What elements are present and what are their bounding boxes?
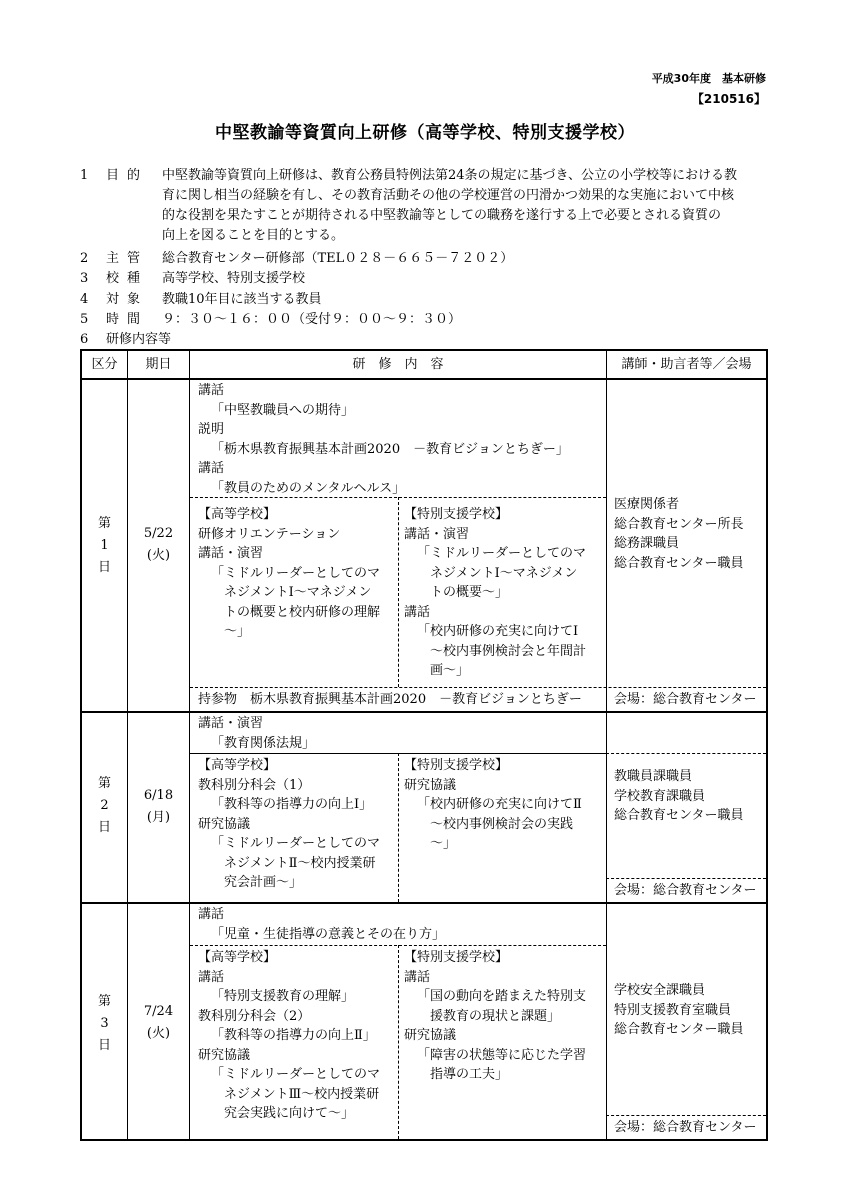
- dashed-divider: [190, 687, 766, 688]
- day-1-special-school: 【特別支援学校】 講話・演習 「ミドルリーダーとしてのマ ネジメントⅠ～マネジメン トの概要～」 講話 「校内研修の充実に向けてⅠ ～校内事例検討会と年間計 画～」: [404, 507, 587, 678]
- day-1-items: 持参物 栃木県教育振興基本計画2020 －教育ビジョンとちぎー: [198, 692, 582, 707]
- section-number: 2: [80, 251, 89, 266]
- column-divider: [606, 351, 607, 1139]
- section-label: 時間: [106, 312, 149, 327]
- day-1-venue: 会場：総合教育センター: [614, 692, 757, 707]
- header-date: 期日: [145, 357, 172, 372]
- section-label: 主管: [106, 251, 149, 266]
- day-divider: [82, 902, 766, 904]
- section-target: [80, 290, 770, 310]
- day-3-date: 7/24 (火): [143, 1004, 174, 1041]
- dashed-divider: [398, 945, 399, 1139]
- section-purpose: [80, 166, 770, 248]
- header-content: 研 修 内 容: [352, 357, 444, 372]
- section-organizer: [80, 249, 770, 269]
- day-divider: [82, 711, 766, 713]
- section-label: 校種: [106, 271, 149, 286]
- day-3-common: 講話 「児童・生徒指導の意義とその在り方」: [198, 907, 446, 942]
- header-lecturer: 講師・助言者等／会場: [621, 357, 752, 372]
- header-division: 区分: [91, 357, 118, 372]
- purpose-text: [162, 166, 770, 246]
- day-3-venue: 会場：総合教育センター: [614, 1120, 757, 1135]
- schedule-table: [80, 349, 768, 1141]
- school-type-text: 高等学校、特別支援学校: [162, 271, 306, 286]
- time-text: ９：３０～１６：００（受付９：００～９：３０）: [162, 312, 462, 327]
- day-2-special-school: 【特別支援学校】 研究協議 「校内研修の充実に向けてⅡ ～校内事例検討会の実践 ～」: [404, 758, 582, 851]
- section-number: 4: [80, 292, 89, 307]
- purpose-line: 向上を図ることを目的とする。: [162, 228, 345, 243]
- section-school-type: [80, 269, 770, 289]
- dashed-divider: [606, 878, 766, 879]
- purpose-line: 中堅教諭等資質向上研修は、教育公務員特例法第24条の規定に基づき、公立の小学校等における教: [162, 168, 738, 183]
- day-3-special-school: 【特別支援学校】 講話 「国の動向を踏まえた特別支 援教育の現状と課題」 研究協議 「障害の状態等に応じた学習 指導の工夫」: [404, 950, 587, 1082]
- day-2-lecturers: 教職員課職員 学校教育課職員 総合教育センター職員: [614, 769, 744, 823]
- document-code: 【210516】: [691, 92, 766, 106]
- dashed-divider: [398, 497, 399, 687]
- section-number: 1: [80, 168, 89, 183]
- day-1-label: 第 1 日: [97, 516, 111, 575]
- organizer-text: 総合教育センター研修部（TEL０２８－６６５－７２０２）: [162, 251, 514, 266]
- day-2-common: 講話・演習 「教育関係法規」: [198, 716, 316, 751]
- purpose-line: 的な役割を果たすことが期待される中堅教諭等としての職務を遂行する上で必要とされる資質の: [162, 208, 722, 223]
- section-label: 目的: [106, 168, 149, 183]
- day-1-date: 5/22 (火): [143, 526, 174, 563]
- section-number: 6: [80, 332, 89, 347]
- section-content: [80, 330, 770, 350]
- day-2-date: 6/18 (月): [143, 788, 174, 825]
- dashed-divider: [606, 1115, 766, 1116]
- day-3-label: 第 3 日: [97, 994, 111, 1053]
- dashed-divider: [398, 753, 399, 902]
- section-label: 対象: [106, 292, 149, 307]
- day-3-lecturers: 学校安全課職員 特別支援教育室職員 総合教育センター職員: [614, 983, 744, 1037]
- day-1-common: 講話 「中堅教職員への期待」 説明 「栃木県教育振興基本計画2020 －教育ビジョンとちぎー」 講話 「教員のためのメンタルヘルス」: [198, 383, 569, 496]
- day-1-lecturers: 医療関係者 総合教育センター所長 総務課職員 総合教育センター職員: [614, 497, 744, 571]
- column-divider: [189, 351, 190, 1139]
- target-text: 教職10年目に該当する教員: [162, 292, 322, 307]
- day-2-venue: 会場：総合教育センター: [614, 883, 757, 898]
- day-3-high-school: 【高等学校】 講話 「特別支援教育の理解」 教科別分科会（2） 「教科等の指導力の向上Ⅱ」 研究協議 「ミドルリーダーとしてのマ ネジメントⅢ～校内授業研 究会実践に向けて～」: [198, 950, 381, 1121]
- day-1-high-school: 【高等学校】 研修オリエンテーション 講話・演習 「ミドルリーダーとしてのマ ネジメントⅠ～マネジメン トの概要と校内研修の理解 ～」: [198, 507, 381, 639]
- section-time: [80, 310, 770, 330]
- day-2-label: 第 2 日: [97, 776, 111, 835]
- content-heading: 研修内容等: [106, 332, 172, 347]
- page-title: 中堅教諭等資質向上研修（高等学校、特別支援学校）: [215, 123, 635, 143]
- purpose-line: 育に関し相当の経験を有し、その教育活動その他の学校運営の円滑かつ効果的な実施において中核: [162, 188, 735, 203]
- section-number: 5: [80, 312, 89, 327]
- day-2-high-school: 【高等学校】 教科別分科会（1） 「教科等の指導力の向上Ⅰ」 研究協議 「ミドルリーダーとしてのマ ネジメントⅡ～校内授業研 究会計画～」: [198, 758, 381, 890]
- section-number: 3: [80, 271, 89, 286]
- dashed-divider: [606, 753, 766, 754]
- header-divider: [82, 378, 766, 380]
- fiscal-year-label: 平成30年度 基本研修: [651, 72, 766, 85]
